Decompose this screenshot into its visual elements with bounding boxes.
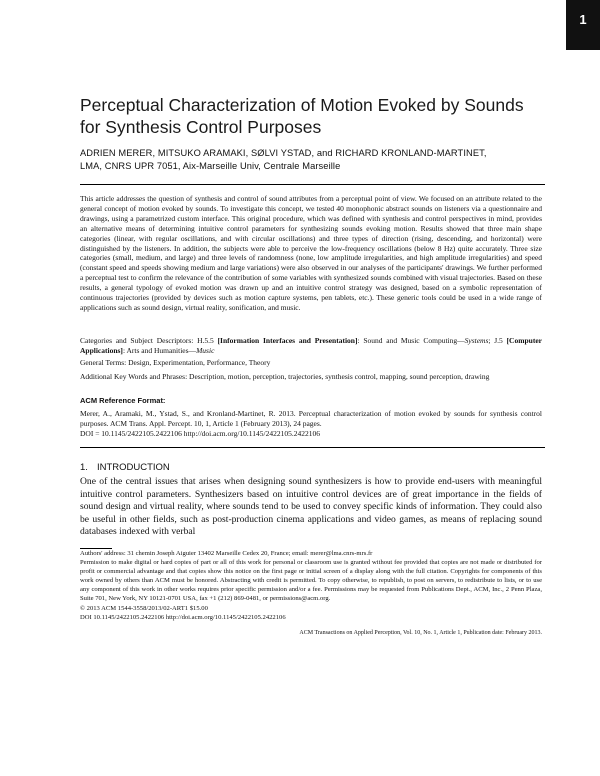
categories-bold-2: [Computer Applications] bbox=[80, 336, 542, 355]
paper-title: Perceptual Characterization of Motion Evoked by Sounds for Synthesis Control Purposes bbox=[80, 95, 524, 137]
categories-mid-1: : Sound and Music Computing— bbox=[357, 336, 465, 345]
footnote-copyright: © 2013 ACM 1544-3558/2013/02-ART1 $15.00 bbox=[80, 604, 208, 612]
running-footer: ACM Transactions on Applied Perception, Vol. 10, No. 1, Article 1, Publication date: February 2013. bbox=[299, 630, 542, 636]
categories-mid-2: ; J.5 bbox=[488, 336, 507, 345]
categories bbox=[80, 336, 542, 356]
categories-mid-3: : Arts and Humanities— bbox=[122, 345, 197, 355]
author-affiliation: LMA, CNRS UPR 7051, Aix-Marseille Univ, Centrale Marseille bbox=[80, 160, 341, 171]
section-heading bbox=[80, 462, 170, 473]
acm-reference bbox=[80, 396, 542, 439]
categories-italic-1: Systems bbox=[464, 336, 489, 345]
abstract: This article addresses the question of synthesis and control of sound attributes from a perceptual point of view. We focused on an attribute related to the general concept of motion evoked by sounds. To investigate this concept, we tested 40 monophonic abstract sounds on listeners via a questionnaire and drawings, using a parametrized custom interface. This original procedure, which was defined with synthesis and control perspectives in mind, provides an alternative means of determining intuitive control parameters for synthesizing sounds evoking motion. Results showed that three main shape categories (linear, with regular oscillations, and with circular oscillations) and three types of direction (rising, descending, and horizontal) were distinguished by the listeners. In addition, the subjects were able to perceive the low-frequency oscillations (below 8 Hz) quite accurately. Three size categories (small, medium, and large) and three levels of randomness (none, low amplitude irregularities, and high amplitude irregularities) and speed (constant speed and speeds showing medium and large variations) were also observed in our analyses of the participants' drawings. We further performed a perceptual test to confirm the relevance of the contribution of some variables with synthesized sounds combined with visual trajectories. Based on these results, a general typology of evoked motion was drawn up and an intuitive control strategy was designed, based on a symbolic representation of continuous trajectories (provided by devices such as motion capture systems, pen tablets, etc.). These generic tools could be used in a wide range of applications such as sound design, virtual reality, sonification, and music. bbox=[80, 194, 542, 312]
author-block bbox=[80, 147, 530, 172]
author-names: ADRIEN MERER, MITSUKO ARAMAKI, SØLVI YSTAD, and RICHARD KRONLAND-MARTINET, bbox=[80, 148, 487, 158]
rule-bottom bbox=[80, 447, 545, 448]
intro-paragraph: One of the central issues that arises when designing sound synthesizers is how to provide end-users with meaningful intuitive control parameters. Synthesizers based on intuitive control devices are of great importance in the fields of sound design and virtual reality, where sounds tend to be used to convey specific kinds of information. They could also be useful in other fields, such as post-production cinema applications and video games, as means of replacing sound databases indexed with verbal bbox=[80, 476, 542, 538]
page-number-tab: 1 bbox=[566, 0, 600, 50]
footnotes bbox=[80, 549, 542, 622]
categories-bold-1: [Information Interfaces and Presentation] bbox=[217, 336, 358, 345]
reference-heading: ACM Reference Format: bbox=[80, 396, 166, 405]
reference-doi: DOI = 10.1145/2422105.2422106 http://doi.acm.org/10.1145/2422105.2422106 bbox=[80, 428, 320, 438]
section-title: INTRODUCTION bbox=[96, 462, 170, 473]
keywords: Additional Key Words and Phrases: Description, motion, perception, trajectories, synthesis control, mapping, sound perception, drawing bbox=[80, 372, 490, 381]
general-terms: General Terms: Design, Experimentation, Performance, Theory bbox=[80, 358, 271, 367]
footnote-permission: Permission to make digital or hard copies of part or all of this work for personal or classroom use is granted without fee provided that copies are not made or distributed for profit or commercial advantage and that copies show this notice on the first page or initial screen of a display along with the full citation. Copyrights for components of this work owned by others than ACM must be honored. Abstracting with credit is permitted. To copy otherwise, to republish, to post on servers, to redistribute to lists, or to use any component of this work in other works requires prior specific permission and/or a fee. Permissions may be requested from Publications Dept., ACM, Inc., 2 Penn Plaza, Suite 701, New York, NY 10121-0701 USA, fax +1 (212) 869-0481, or permissions@acm.org. bbox=[80, 559, 542, 603]
categories-prefix: Categories and Subject Descriptors: H.5.5 bbox=[80, 336, 218, 345]
footnote-doi: DOI 10.1145/2422105.2422106 http://doi.acm.org/10.1145/2422105.2422106 bbox=[80, 613, 286, 621]
footnote-address: Authors' address: 31 chemin Joseph Aiguier 13402 Marseille Cedex 20, France; email: merer@lma.cnrs-mrs.fr bbox=[80, 550, 373, 557]
reference-text: Merer, A., Aramaki, M., Ystad, S., and Kronland-Martinet, R. 2013. Perceptual characterization of motion evoked by sounds for synthesis control purposes. ACM Trans. Appl. Percept. 10, 1, Article 1 (February 2013), 24 pages. bbox=[80, 408, 542, 428]
categories-italic-2: Music bbox=[196, 345, 215, 355]
section-number: 1. bbox=[80, 462, 88, 473]
rule-top bbox=[80, 184, 545, 185]
